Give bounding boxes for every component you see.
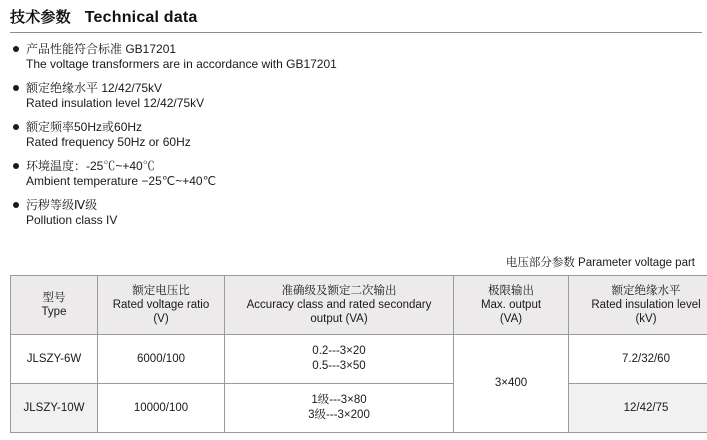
spec-text-cn: 额定频率50Hz或60Hz [26,120,143,134]
specification-list [8,42,699,228]
column-header-accuracy-en: Accuracy class and rated secondary [246,299,432,311]
spec-text-cn: 环境温度：-25℃~+40℃ [26,159,155,173]
column-header-ratio [98,276,225,335]
column-header-accuracy-en2: output (VA) [310,313,368,325]
table-caption: 电压部分参数 Parameter voltage part [505,257,695,269]
list-item [12,120,699,150]
cell-accuracy-line: 3级---3×200 [308,409,370,421]
bullet-icon [13,202,19,208]
bullet-icon [13,124,19,130]
spec-text-en: Rated insulation level 12/42/75kV [26,96,205,110]
column-header-type [11,276,98,335]
column-header-max-output-unit: (VA) [499,313,523,325]
list-item [12,81,699,111]
column-header-ratio-unit: (V) [153,313,169,325]
cell-type: JLSZY-10W [11,384,98,433]
cell-accuracy [225,384,454,433]
column-header-max-output [454,276,569,335]
table-row [11,384,707,433]
column-header-max-output-cn: 极限输出 [488,285,534,297]
column-header-max-output-en: Max. output [480,299,542,311]
spec-text-cn: 产品性能符合标准 GB17201 [26,42,177,56]
list-item [12,198,699,228]
table-row [11,335,707,384]
cell-max-output: 3×400 [454,335,569,433]
cell-ratio: 10000/100 [98,384,225,433]
cell-accuracy-line: 0.2---3×20 [312,345,366,357]
column-header-ratio-en: Rated voltage ratio [112,299,210,311]
cell-accuracy-line: 1级---3×80 [311,394,367,406]
parameter-table [10,275,707,433]
column-header-insulation [569,276,707,335]
spec-text-cn: 额定绝缘水平 12/42/75kV [26,81,163,95]
page-title-block [8,0,699,30]
page-title-en: Technical data [84,9,198,26]
cell-insulation: 7.2/32/60 [569,335,707,384]
cell-accuracy-line: 0.5---3×50 [312,360,366,372]
column-header-ratio-cn: 额定电压比 [132,285,190,297]
spec-text-cn: 污秽等级Ⅳ级 [26,198,98,212]
column-header-insulation-en: Rated insulation level [591,299,701,311]
spec-text-en: Ambient temperature −25℃~+40℃ [26,174,217,188]
title-divider [10,32,702,33]
spec-text-en: Pollution class IV [26,213,118,227]
list-item [12,159,699,189]
column-header-insulation-cn: 额定绝缘水平 [611,285,681,297]
bullet-icon [13,46,19,52]
bullet-icon [13,163,19,169]
table-header-row [11,276,707,335]
cell-ratio: 6000/100 [98,335,225,384]
table-body [11,335,707,433]
spec-text-en: Rated frequency 50Hz or 60Hz [26,135,191,149]
table-header [11,276,707,335]
column-header-type-cn: 型号 [42,292,66,304]
page-title [10,8,198,28]
cell-insulation: 12/42/75 [569,384,707,433]
spec-text-en: The voltage transformers are in accordance with GB17201 [26,57,337,71]
page-title-cn: 技术参数 [10,9,71,26]
column-header-accuracy-cn: 准确级及额定二次输出 [281,285,397,297]
bullet-icon [13,85,19,91]
column-header-insulation-unit: (kV) [635,313,657,325]
column-header-type-en: Type [41,306,67,318]
column-header-accuracy [225,276,454,335]
cell-accuracy [225,335,454,384]
list-item [12,42,699,72]
cell-type: JLSZY-6W [11,335,98,384]
